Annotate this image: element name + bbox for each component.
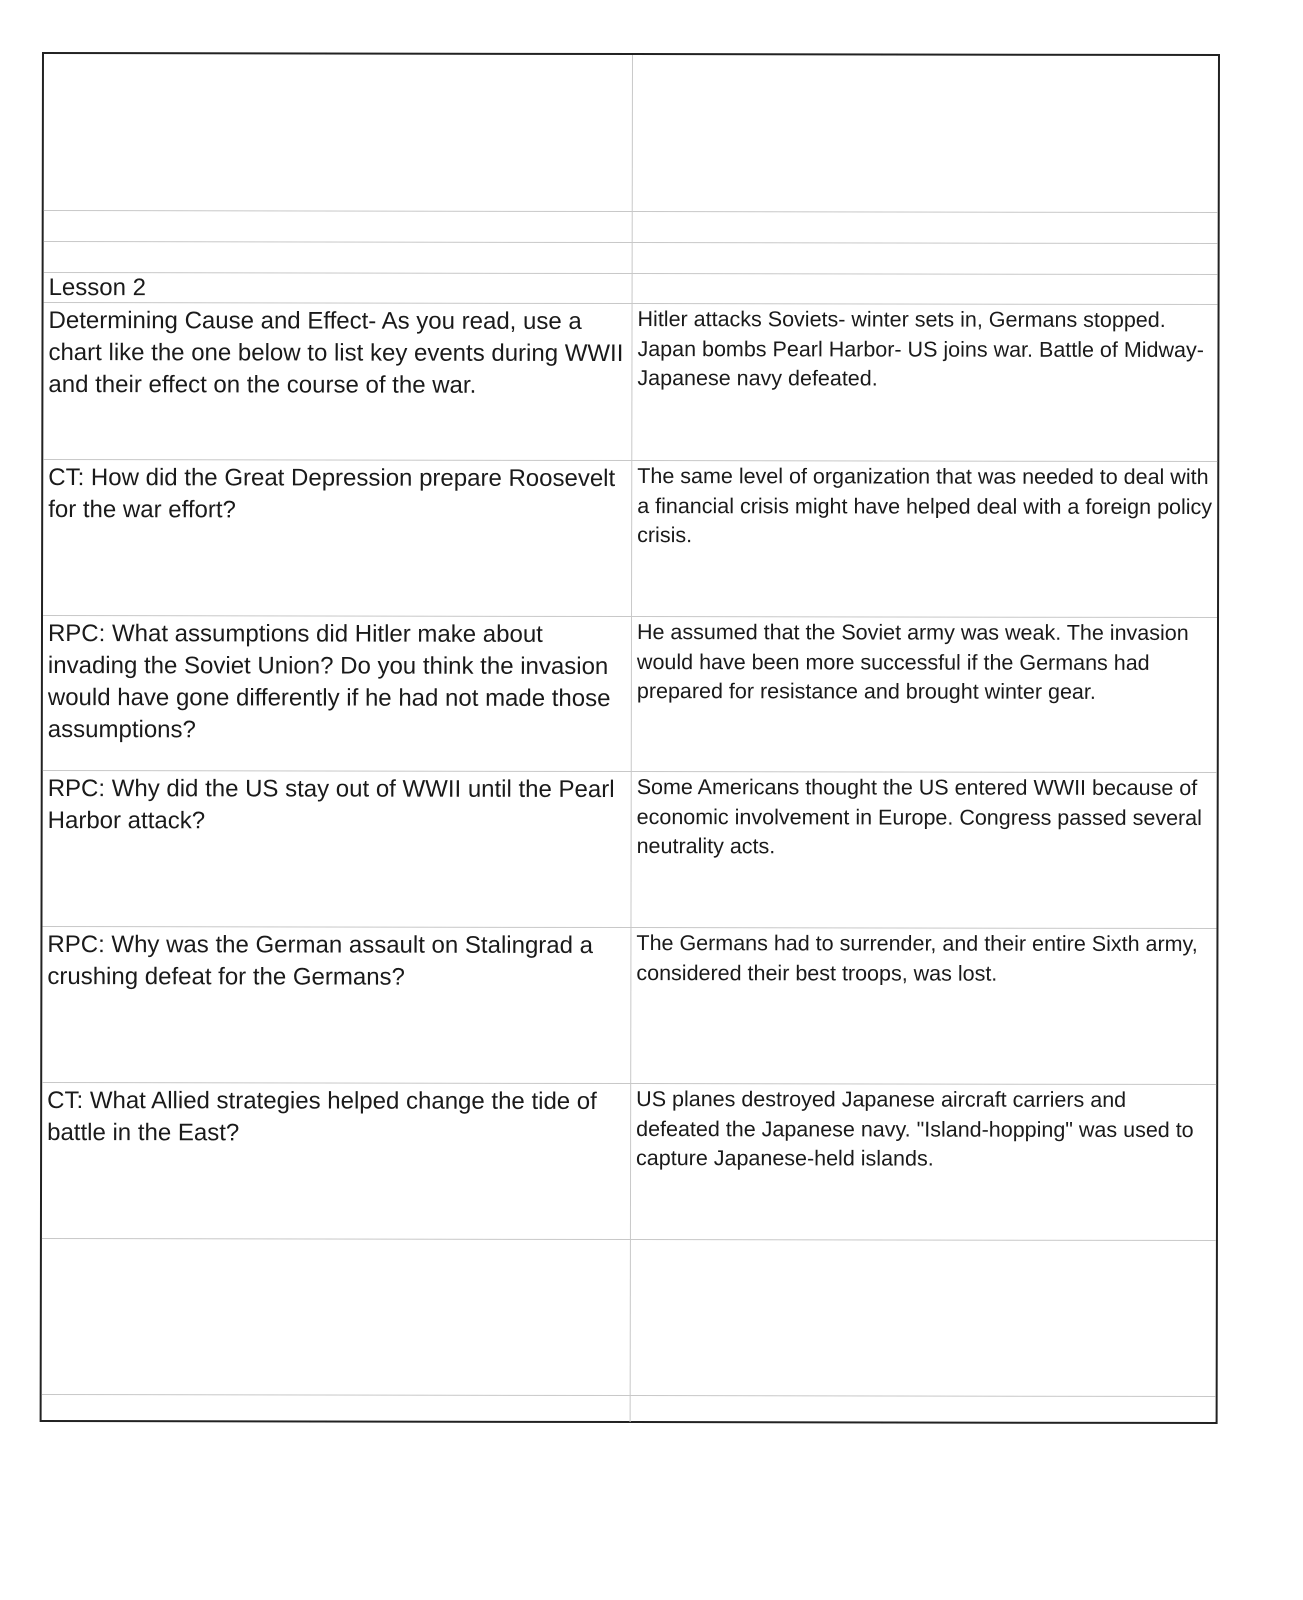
answer-cell: Hitler attacks Soviets- winter sets in, Germans stopped. Japan bombs Pearl Harbor- US joins war. Battle of Midway- Japanese navy defeated. [637,307,1204,391]
table-row [44,54,1218,212]
table-row [43,615,1217,773]
lesson-heading: Lesson 2 [44,273,633,304]
answer-cell: US planes destroyed Japanese aircraft carriers and defeated the Japanese navy. "Island-hopping" was used to capture Japanese-held islands. [636,1087,1194,1171]
answer-cell [633,243,1218,275]
answer-cell: Some Americans thought the US entered WWII because of economic involvement in Europe. Congress passed several neutrality acts. [636,775,1202,859]
answer-cell [633,274,1218,305]
question-cell: CT: What Allied strategies helped change the tide of battle in the East? [42,1083,631,1240]
table-row [42,926,1216,1085]
question-cell: RPC: Why did the US stay out of WWII until the Pearl Harbor attack? [42,771,631,928]
table-row [44,241,1218,275]
answer-cell [633,212,1218,244]
worksheet-table [40,52,1220,1424]
table-row [42,1082,1216,1241]
table-row [42,1238,1216,1397]
answer-cell [631,1240,1216,1397]
question-cell [44,242,633,274]
question-cell [42,1395,631,1422]
question-cell: RPC: Why was the German assault on Stalingrad a crushing defeat for the Germans? [42,927,631,1084]
question-cell: Determining Cause and Effect- As you read, use a chart like the one below to list key events during WWII and their effect on the course of the war. [43,303,632,461]
answer-cell: The same level of organization that was needed to deal with a financial crisis might have helped deal with a foreign policy crisis. [637,464,1213,548]
table-row [44,272,1218,305]
question-cell: RPC: What assumptions did Hitler make about invading the Soviet Union? Do you think the invasion would have gone differently if he had not made those assumptions? [43,616,632,772]
answer-cell [633,55,1218,212]
question-cell [44,211,633,243]
table-row [42,1394,1216,1423]
question-cell [44,54,633,211]
table-row [44,210,1218,244]
answer-cell: The Germans had to surrender, and their entire Sixth army, considered their best troops, was lost. [636,931,1198,986]
question-cell [42,1239,631,1396]
table-row [43,459,1217,618]
answer-cell [631,1396,1216,1423]
table-row [43,302,1217,462]
question-cell: CT: How did the Great Depression prepare Roosevelt for the war effort? [43,460,632,617]
answer-cell: He assumed that the Soviet army was weak. The invasion would have been more successful if the Germans had prepared for resistance and brought winter gear. [636,620,1189,704]
table-row [42,770,1216,929]
